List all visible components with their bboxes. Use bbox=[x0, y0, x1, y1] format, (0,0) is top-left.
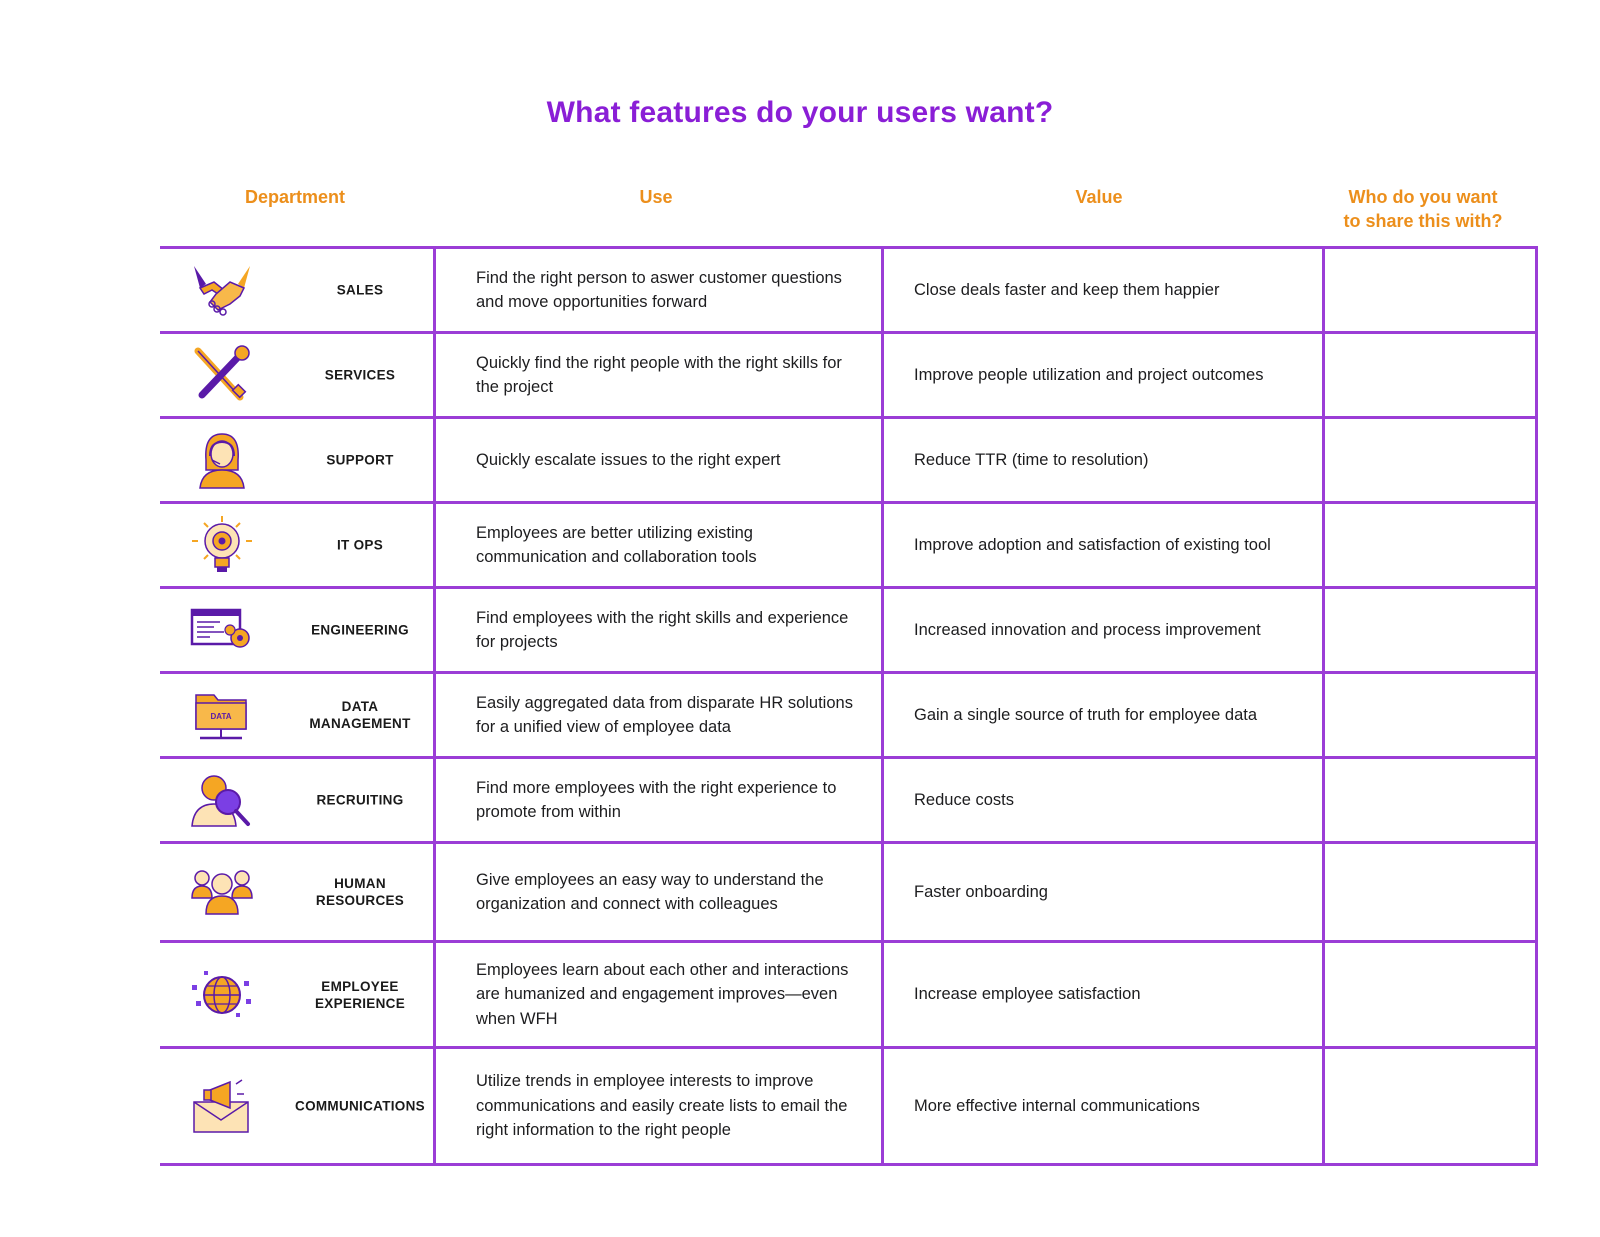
use-cell bbox=[433, 249, 881, 331]
table-row bbox=[160, 841, 1538, 940]
department-label: HUMAN RESOURCES bbox=[315, 876, 405, 908]
column-header-share-line1: Who do you want bbox=[1348, 187, 1498, 207]
table-row bbox=[160, 586, 1538, 671]
column-header-department: Department bbox=[244, 187, 346, 207]
share-cell[interactable] bbox=[1322, 844, 1538, 940]
use-text: Employees learn about each other and interactions are humanized and engagement improves—even when WFH bbox=[476, 960, 849, 1028]
department-cell bbox=[160, 334, 433, 416]
support-agent-icon bbox=[190, 430, 254, 490]
share-cell[interactable] bbox=[1322, 249, 1538, 331]
handshake-icon bbox=[190, 260, 254, 320]
use-cell bbox=[433, 334, 881, 416]
department-cell bbox=[160, 674, 433, 756]
value-cell bbox=[881, 759, 1322, 841]
department-label: SUPPORT bbox=[326, 452, 394, 468]
value-text: Reduce costs bbox=[914, 790, 1014, 809]
table-row bbox=[160, 416, 1538, 501]
value-cell bbox=[881, 844, 1322, 940]
value-cell bbox=[881, 674, 1322, 756]
share-cell[interactable] bbox=[1322, 334, 1538, 416]
use-text: Give employees an easy way to understand the organization and connect with colleagues bbox=[476, 870, 824, 913]
department-cell bbox=[160, 943, 433, 1046]
value-text: Reduce TTR (time to resolution) bbox=[914, 450, 1149, 469]
department-cell bbox=[160, 504, 433, 586]
department-label: SERVICES bbox=[324, 367, 396, 383]
column-header-share-line2: to share this with? bbox=[1343, 211, 1503, 231]
table-row bbox=[160, 671, 1538, 756]
use-text: Quickly escalate issues to the right expert bbox=[476, 450, 781, 469]
use-cell bbox=[433, 674, 881, 756]
value-cell bbox=[881, 504, 1322, 586]
use-text: Utilize trends in employee interests to improve communications and easily create lists to email the right information to the right people bbox=[476, 1072, 848, 1140]
department-cell bbox=[160, 1049, 433, 1163]
department-cell bbox=[160, 844, 433, 940]
lightbulb-gear-icon bbox=[190, 515, 254, 575]
use-cell bbox=[433, 419, 881, 501]
department-label: SALES bbox=[336, 282, 384, 298]
department-cell bbox=[160, 589, 433, 671]
department-label: EMPLOYEE EXPERIENCE bbox=[314, 978, 406, 1011]
use-text: Easily aggregated data from disparate HR solutions for a unified view of employee data bbox=[476, 693, 853, 736]
value-cell bbox=[881, 249, 1322, 331]
share-cell[interactable] bbox=[1322, 504, 1538, 586]
column-header-use: Use bbox=[639, 187, 673, 207]
table-row bbox=[160, 756, 1538, 841]
share-cell[interactable] bbox=[1322, 419, 1538, 501]
value-cell bbox=[881, 1049, 1322, 1163]
megaphone-envelope-icon bbox=[190, 1076, 254, 1136]
share-cell[interactable] bbox=[1322, 943, 1538, 1046]
share-cell[interactable] bbox=[1322, 759, 1538, 841]
value-text: Improve people utilization and project outcomes bbox=[914, 365, 1264, 384]
department-label: ENGINEERING bbox=[311, 622, 409, 638]
use-cell bbox=[433, 1049, 881, 1163]
table-row bbox=[160, 246, 1538, 331]
tools-icon bbox=[190, 345, 254, 405]
value-text: More effective internal communications bbox=[914, 1096, 1200, 1115]
department-label: COMMUNICATIONS bbox=[295, 1098, 425, 1114]
department-label: IT OPS bbox=[336, 537, 384, 553]
department-cell bbox=[160, 759, 433, 841]
people-group-icon bbox=[190, 862, 254, 922]
value-cell bbox=[881, 334, 1322, 416]
value-text: Faster onboarding bbox=[914, 882, 1048, 901]
column-header-share bbox=[1318, 185, 1528, 233]
share-cell[interactable] bbox=[1322, 589, 1538, 671]
table-row bbox=[160, 940, 1538, 1046]
use-cell bbox=[433, 759, 881, 841]
value-cell bbox=[881, 943, 1322, 1046]
features-table bbox=[160, 246, 1538, 1166]
department-cell bbox=[160, 419, 433, 501]
value-cell bbox=[881, 589, 1322, 671]
department-label: DATA MANAGEMENT bbox=[309, 699, 411, 731]
use-cell bbox=[433, 844, 881, 940]
use-text: Employees are better utilizing existing communication and collaboration tools bbox=[476, 523, 757, 566]
column-header-value: Value bbox=[1075, 187, 1123, 207]
value-text: Close deals faster and keep them happier bbox=[914, 280, 1220, 299]
value-text: Increase employee satisfaction bbox=[914, 985, 1141, 1004]
table-row bbox=[160, 331, 1538, 416]
use-text: Find the right person to aswer customer questions and move opportunities forward bbox=[476, 268, 842, 311]
globe-network-icon bbox=[190, 965, 254, 1025]
value-text: Improve adoption and satisfaction of existing tool bbox=[914, 535, 1271, 554]
table-row bbox=[160, 1046, 1538, 1166]
code-window-gear-icon bbox=[190, 600, 254, 660]
use-text: Find more employees with the right experience to promote from within bbox=[476, 778, 837, 821]
person-magnifier-icon bbox=[190, 770, 254, 830]
use-cell bbox=[433, 943, 881, 1046]
share-cell[interactable] bbox=[1322, 674, 1538, 756]
value-text: Increased innovation and process improvement bbox=[914, 620, 1261, 639]
use-cell bbox=[433, 504, 881, 586]
data-folder-label: DATA bbox=[210, 712, 232, 721]
share-cell[interactable] bbox=[1322, 1049, 1538, 1163]
value-cell bbox=[881, 419, 1322, 501]
use-text: Find employees with the right skills and experience for projects bbox=[476, 608, 849, 651]
data-folder-icon bbox=[190, 685, 254, 745]
department-label: RECRUITING bbox=[316, 792, 404, 808]
use-cell bbox=[433, 589, 881, 671]
table-row bbox=[160, 501, 1538, 586]
department-cell bbox=[160, 249, 433, 331]
page-title: What features do your users want? bbox=[546, 96, 1054, 129]
use-text: Quickly find the right people with the right skills for the project bbox=[476, 353, 842, 396]
value-text: Gain a single source of truth for employee data bbox=[914, 705, 1258, 724]
